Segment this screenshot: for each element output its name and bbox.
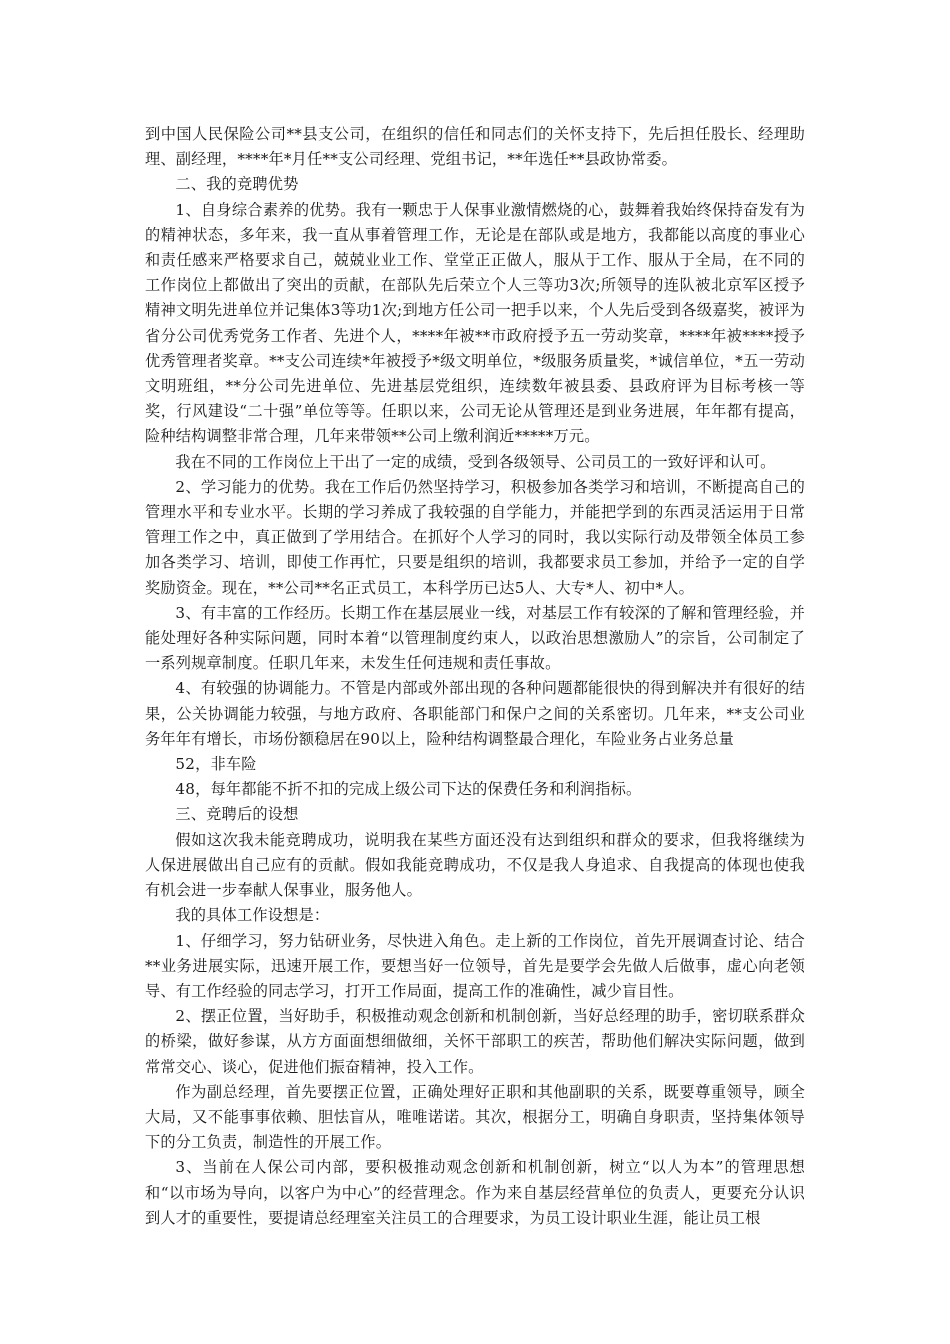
paragraph: 52，非车险 bbox=[175, 755, 257, 774]
paragraph: 2、学习能力的优势。我在工作后仍然坚持学习，积极参加各类学习和培训，不断提高自己的管理水平和专业水平。长期的学习养成了我较强的自学能力，并能把学到的东西灵活运用于日常管理工作之中，真正做到了学用结合。在抓好个人学习的同时，我以实际行动及带领全体员工参加各类学习、培训，即使工作再忙，只要是组织的培训，我都要求员工参加，并给予一定的自学奖励资金。现在，**公司**名正式员工，本科学历已达5人、大专*人、初中*人。 bbox=[145, 477, 805, 597]
paragraph: 我在不同的工作岗位上干出了一定的成绩，受到各级领导、公司员工的一致好评和认可。 bbox=[175, 452, 776, 471]
section-heading: 二、我的竞聘优势 bbox=[175, 175, 299, 194]
paragraph: 48，每年都能不折不扣的完成上级公司下达的保费任务和利润指标。 bbox=[175, 780, 642, 799]
section-heading: 三、竞聘后的设想 bbox=[175, 805, 299, 824]
paragraph: 到中国人民保险公司**县支公司，在组织的信任和同志们的关怀支持下，先后担任股长、经理助理、副经理，****年*月任**支公司经理、党组书记，**年选任**县政协常委。 bbox=[145, 125, 805, 169]
paragraph: 假如这次我未能竞聘成功，说明我在某些方面还没有达到组织和群众的要求，但我将继续为人保进展做出自己应有的贡献。假如我能竞聘成功，不仅是我人身追求、自我提高的体现也使我有机会进一步奉献人保事业，服务他人。 bbox=[145, 830, 805, 900]
paragraph: 2、摆正位置，当好助手，积极推动观念创新和机制创新，当好总经理的助手，密切联系群众的桥梁，做好参谋，从方方面面想细做细，关怀干部职工的疾苦，帮助他们解决实际问题，做到常常交心、谈心，促进他们振奋精神，投入工作。 bbox=[145, 1007, 805, 1076]
paragraph: 1、仔细学习，努力钻研业务，尽快进入角色。走上新的工作岗位，首先开展调查讨论、结合**业务进展实际，迅速开展工作，要想当好一位领导，首先是要学会先做人后做事，虚心向老领导、有工作经验的同志学习，打开工作局面，提高工作的准确性，减少盲目性。 bbox=[145, 931, 805, 1000]
paragraph: 4、有较强的协调能力。不管是内部或外部出现的各种问题都能很快的得到解决并有很好的结果，公关协调能力较强，与地方政府、各职能部门和保户之间的关系密切。几年来，**支公司业务年年有增长，市场份额稳居在90以上，险种结构调整最合理化，车险业务占业务总量 bbox=[145, 679, 805, 748]
paragraph: 3、当前在人保公司内部，要积极推动观念创新和机制创新，树立“以人为本”的管理思想和“以市场为导向，以客户为中心”的经营理念。作为来自基层经营单位的负责人，更要充分认识到人才的重要性，要提请总经理室关注员工的合理要求，为员工设计职业生涯，能让员工根 bbox=[145, 1158, 805, 1227]
paragraph: 作为副总经理，首先要摆正位置，正确处理好正职和其他副职的关系，既要尊重领导，顾全大局，又不能事事依赖、胆怯盲从，唯唯诺诺。其次，根据分工，明确自身职责，坚持集体领导下的分工负责，制造性的开展工作。 bbox=[145, 1082, 805, 1152]
document-body bbox=[145, 122, 805, 1231]
paragraph: 3、有丰富的工作经历。长期工作在基层展业一线，对基层工作有较深的了解和管理经验，并能处理好各种实际问题，同时本着“以管理制度约束人，以政治思想激励人”的宗旨，公司制定了一系列规章制度。任职几年来，未发生任何违规和责任事故。 bbox=[145, 603, 805, 673]
paragraph: 我的具体工作设想是： bbox=[175, 906, 330, 925]
paragraph: 1、自身综合素养的优势。我有一颗忠于人保事业激情燃烧的心，鼓舞着我始终保持奋发有为的精神状态，多年来，我一直从事着管理工作，无论是在部队或是地方，我都能以高度的事业心和责任感来严格要求自己，兢兢业业工作、堂堂正正做人，服从于工作、服从于全局，在不同的工作岗位上都做出了突出的贡献，在部队先后荣立个人三等功3次;所领导的连队被北京军区授予精神文明先进单位并记集体3等功1次;到地方任公司一把手以来，个人先后受到各级嘉奖，被评为省分公司优秀党务工作者、先进个人，****年被**市政府授予五一劳动奖章，****年被****授予优秀管理者奖章。**支公司连续*年被授予*级文明单位，*级服务质量奖，*诚信单位，*五一劳动文明班组，**分公司先进单位、先进基层党组织，连续数年被县委、县政府评为目标考核一等奖，行风建设“二十强”单位等等。任职以来，公司无论从管理还是到业务进展，年年都有提高，险种结构调整非常合理，几年来带领**公司上缴利润近*****万元。 bbox=[145, 200, 805, 446]
